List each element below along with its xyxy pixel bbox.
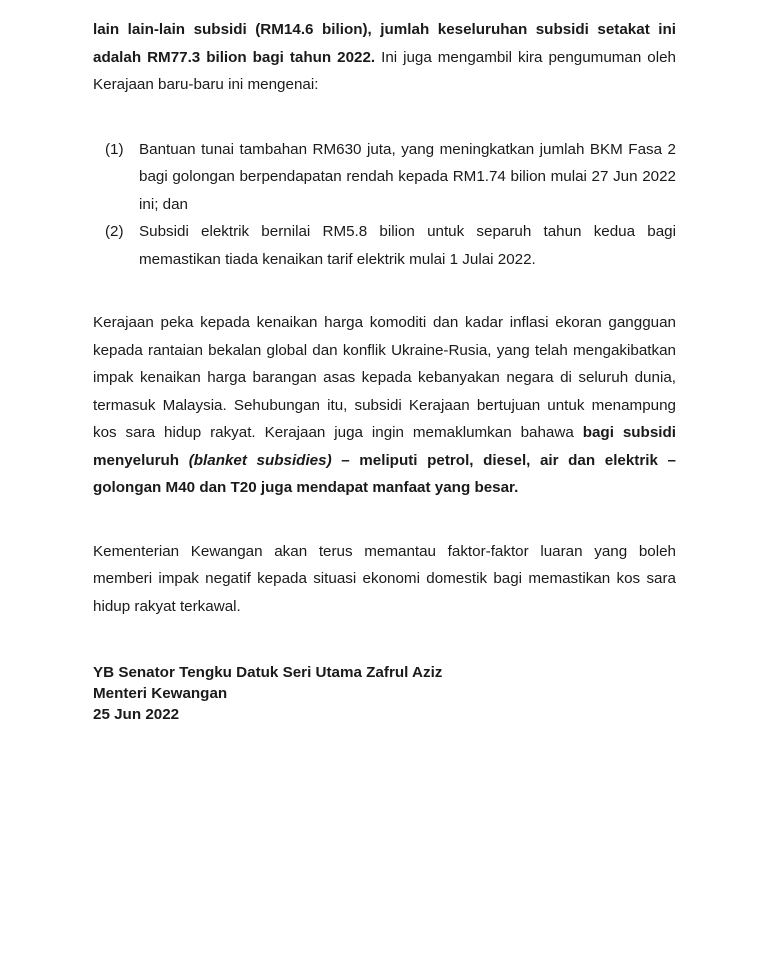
list-item	[93, 136, 676, 219]
document-body	[93, 16, 676, 620]
signature-block	[93, 662, 442, 725]
list-item-text: Bantuan tunai tambahan RM630 juta, yang meningkatkan jumlah BKM Fasa 2 bagi golongan berpendapatan rendah kepada RM1.74 bilion mulai 27 Jun 2022 ini; dan	[139, 140, 676, 213]
paragraph-inflation	[93, 309, 676, 502]
paragraph-subsidy-total	[93, 16, 676, 99]
blanket-subsidy-italic-text: (blanket subsidies)	[188, 451, 332, 469]
signatory-title: Menteri Kewangan	[93, 685, 228, 702]
subsidy-total-text: Ini juga mengambil kira pengumuman oleh Kerajaan baru-baru ini mengenai:	[93, 48, 676, 93]
paragraph-monitoring	[93, 538, 676, 621]
list-item	[93, 218, 676, 273]
announcement-list	[93, 136, 676, 274]
inflation-text: Kerajaan peka kepada kenaikan harga komoditi dan kadar inflasi ekoran gangguan kepada rantaian bekalan global dan konflik Ukraine-Rusia, yang telah mengakibatkan impak kenaikan harga barangan asas kepada kebanyakan negara di seluruh dunia, termasuk Malaysia. Sehubungan itu, subsidi Kerajaan bertujuan untuk menampung kos sara hidup rakyat. Kerajaan juga ingin memaklumkan bahawa	[93, 314, 676, 441]
subsidy-total-bold-text: lain lain-lain subsidi (RM14.6 bilion), jumlah keseluruhan subsidi setakat ini adalah RM77.3 bilion bagi tahun 2022.	[93, 21, 676, 66]
signatory-name: YB Senator Tengku Datuk Seri Utama Zafrul Aziz	[93, 664, 443, 681]
monitoring-text: Kementerian Kewangan akan terus memantau faktor-faktor luaran yang boleh memberi impak negatif kepada situasi ekonomi domestik bagi memastikan kos sara hidup rakyat terkawal.	[93, 542, 676, 615]
blanket-subsidy-bold-text: bagi subsidi menyeluruh	[93, 424, 676, 469]
m40-t20-bold-text: – meliputi petrol, diesel, air dan elektrik – golongan M40 dan T20 juga mendapat manfaat yang besar.	[93, 451, 676, 496]
list-item-number: (1)	[105, 140, 124, 158]
statement-date: 25 Jun 2022	[93, 706, 180, 723]
list-item-number: (2)	[105, 223, 124, 240]
list-item-text: Subsidi elektrik bernilai RM5.8 bilion untuk separuh tahun kedua bagi memastikan tiada kenaikan tarif elektrik mulai 1 Julai 2022.	[139, 223, 676, 268]
